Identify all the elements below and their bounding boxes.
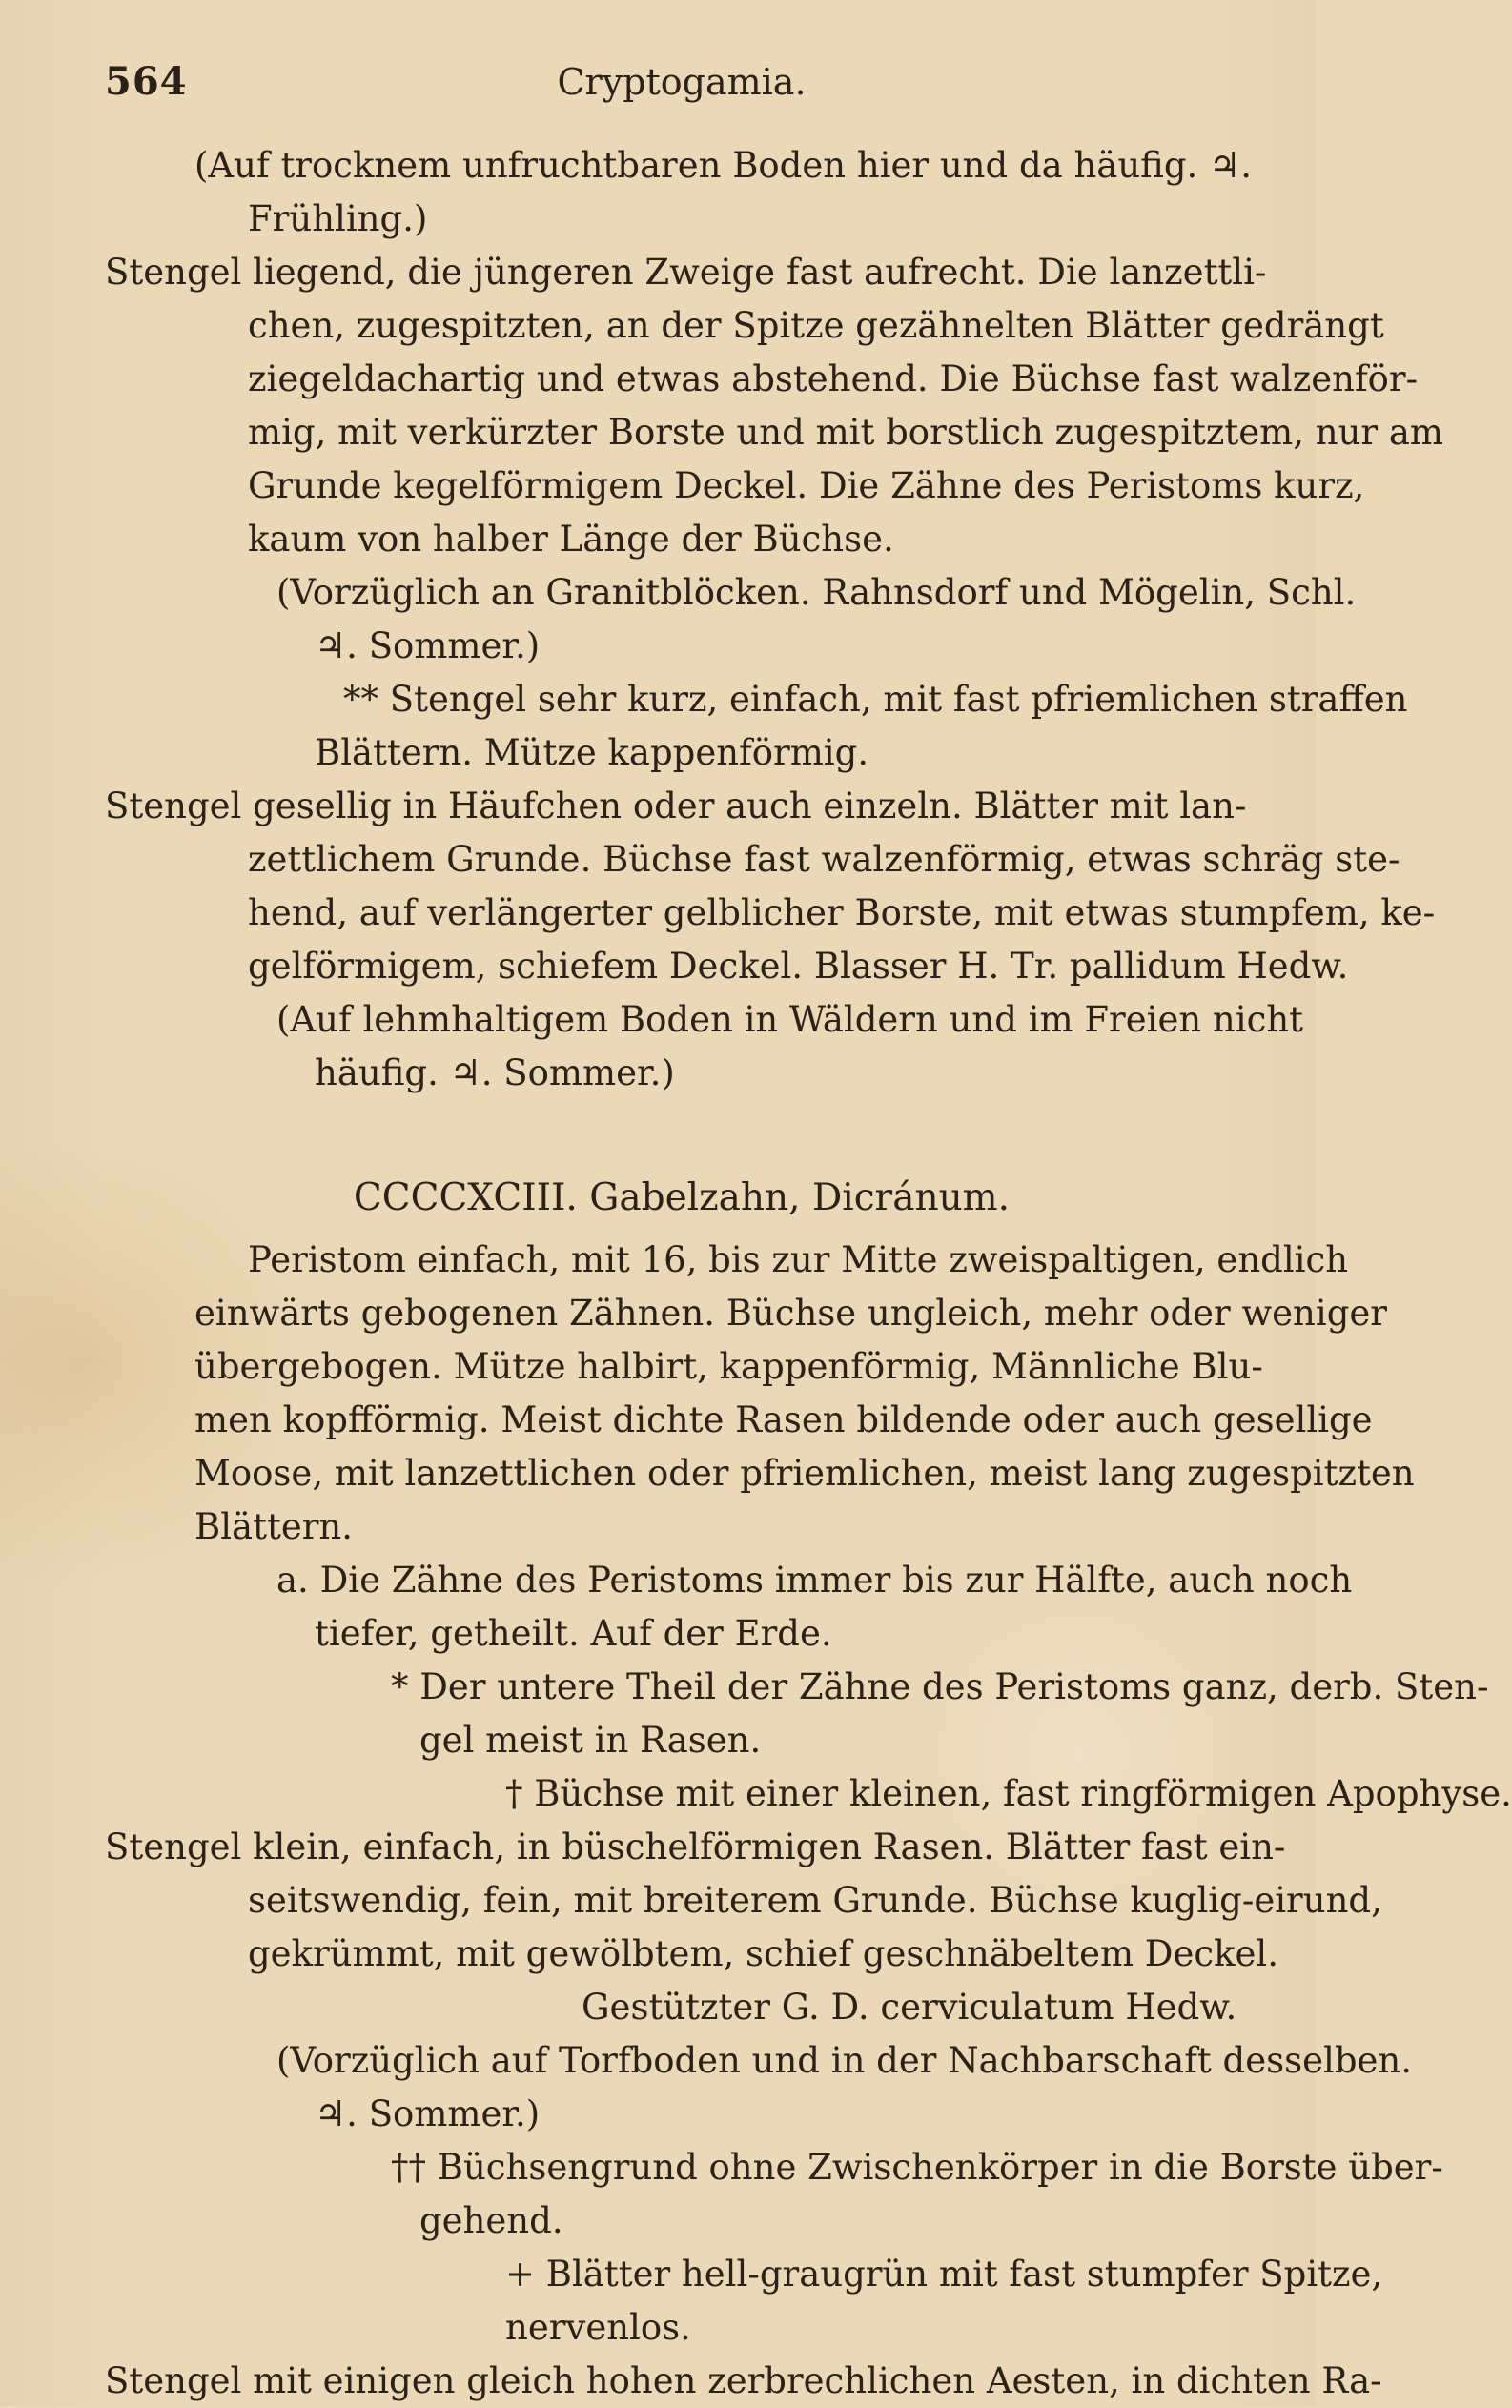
text-block-2 (105, 1234, 1512, 2408)
text-line: Grunde kegelförmigem Deckel. Die Zähne des Peristoms kurz, (248, 465, 1365, 506)
text-line: übergebogen. Mütze halbirt, kappenförmig, Männliche Blu- (194, 1346, 1263, 1387)
text-line: Stengel klein, einfach, in büschelförmigen Rasen. Blätter fast ein- (105, 1826, 1286, 1867)
text-line: seitswendig, fein, mit breiterem Grunde. Büchse kuglig-eirund, (248, 1880, 1382, 1921)
page-header (105, 59, 1258, 137)
text-line: + Blätter hell-graugrün mit fast stumpfer Spitze, (505, 2254, 1383, 2295)
text-line: Blättern. (194, 1506, 353, 1547)
text-line: Stengel liegend, die jüngeren Zweige fast aufrecht. Die lanzettli- (105, 252, 1267, 293)
text-line: ♃. Sommer.) (315, 625, 541, 666)
text-line: ziegeldachartig und etwas abstehend. Die Büchse fast walzenför- (248, 358, 1419, 399)
text-line: häufig. ♃. Sommer.) (315, 1052, 675, 1093)
text-line: kaum von halber Länge der Büchse. (248, 519, 894, 560)
section-spacer (105, 1100, 1258, 1140)
text-line: ** Stengel sehr kurz, einfach, mit fast pfriemlichen straffen (343, 679, 1408, 720)
text-line: einwärts gebogenen Zähnen. Büchse ungleich, mehr oder weniger (194, 1293, 1387, 1334)
text-line: zettlichem Grunde. Büchse fast walzenförmig, etwas schräg ste- (248, 839, 1400, 880)
text-line: †† Büchsengrund ohne Zwischenkörper in die Borste über- (391, 2147, 1443, 2188)
text-line: men kopfförmig. Meist dichte Rasen bildende oder auch gesellige (194, 1399, 1373, 1440)
text-line: (Auf trocknem unfruchtbaren Boden hier und da häufig. ♃. (194, 145, 1252, 186)
text-line: mig, mit verkürzter Borste und mit borstlich zugespitztem, nur am (248, 412, 1444, 453)
text-line: Moose, mit lanzettlichen oder pfriemlichen, meist lang zugespitzten (194, 1453, 1415, 1494)
text-line: (Auf lehmhaltigem Boden in Wäldern und im Freien nicht (276, 999, 1304, 1040)
text-line: Frühling.) (248, 198, 428, 239)
section-heading: CCCCXCIII. Gabelzahn, Dicránum. (353, 1176, 1011, 1219)
text-line: chen, zugespitzten, an der Spitze gezähnelten Blätter gedrängt (248, 305, 1384, 346)
text-line: Stengel gesellig in Häufchen oder auch einzeln. Blätter mit lan- (105, 786, 1247, 826)
text-line: gehend. (419, 2200, 563, 2241)
text-line: Gestützter G. D. cerviculatum Hedw. (582, 1987, 1237, 2028)
text-line: * Der untere Theil der Zähne des Peristoms ganz, derb. Sten- (391, 1666, 1489, 1707)
text-line: (Vorzüglich auf Torfboden und in der Nachbarschaft desselben. (276, 2040, 1413, 2081)
text-line: hend, auf verlängerter gelblicher Borste, mit etwas stumpfem, ke- (248, 892, 1436, 933)
text-line: Stengel mit einigen gleich hohen zerbrechlichen Aesten, in dichten Ra- (105, 2360, 1382, 2401)
text-line: nervenlos. (505, 2307, 691, 2348)
text-line: a. Die Zähne des Peristoms immer bis zur Hälfte, auch noch (276, 1560, 1353, 1601)
text-line: gel meist in Rasen. (419, 1720, 762, 1761)
text-line: Blättern. Mütze kappenförmig. (315, 732, 869, 773)
page-number: 564 (105, 59, 188, 104)
text-line: gekrümmt, mit gewölbtem, schief geschnäbeltem Deckel. (248, 1933, 1279, 1974)
text-line: (Vorzüglich an Granitblöcken. Rahnsdorf und Mögelin, Schl. (276, 572, 1357, 613)
text-block-1 (105, 139, 1444, 1100)
text-line: Peristom einfach, mit 16, bis zur Mitte zweispaltigen, endlich (248, 1239, 1349, 1280)
text-line: ♃. Sommer.) (315, 2093, 541, 2134)
text-line: gelförmigem, schiefem Deckel. Blasser H. Tr. pallidum Hedw. (248, 946, 1349, 987)
running-head: Cryptogamia. (557, 61, 807, 103)
text-line: tiefer, getheilt. Auf der Erde. (315, 1613, 832, 1654)
text-line: † Büchse mit einer kleinen, fast ringförmigen Apophyse. (505, 1773, 1512, 1814)
